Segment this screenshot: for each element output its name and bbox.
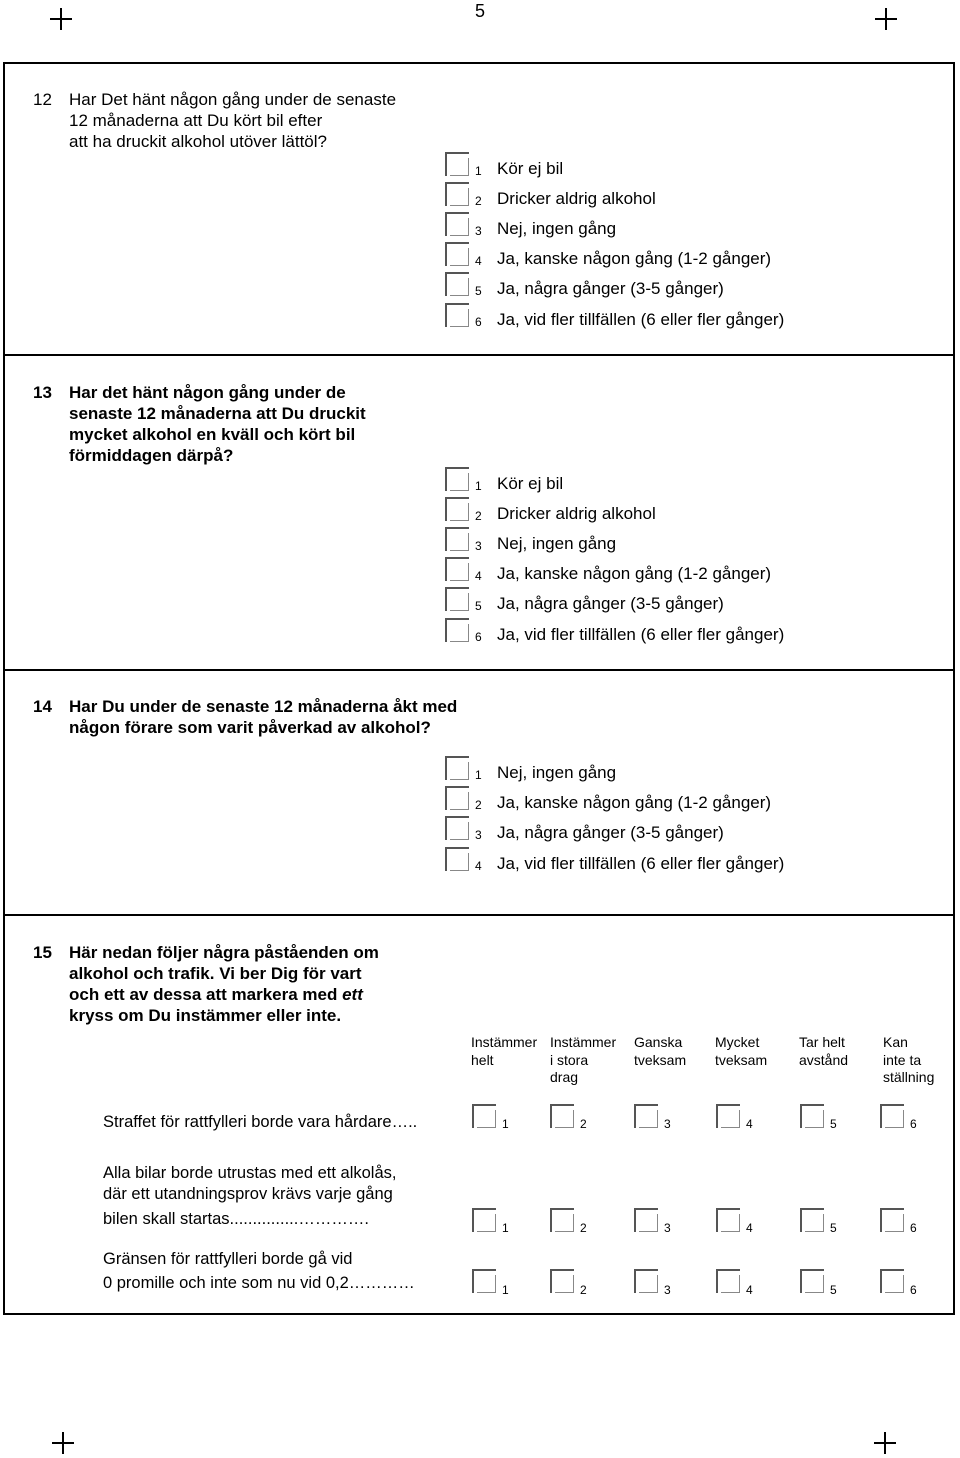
option-code: 4 [475,569,482,583]
registration-mark-bottom-right [874,1432,896,1454]
option-code: 5 [475,284,482,298]
statement-line: Straffet för rattfylleri borde vara hårdare….. [103,1113,418,1131]
question-text [69,382,366,466]
scale-header-line: drag [550,1069,579,1085]
question-text-fragment: och ett av dessa att markera med [69,985,343,1004]
checkbox[interactable] [445,527,469,551]
checkbox[interactable] [445,303,469,327]
option-label: Ja, kanske någon gång (1-2 gånger) [497,793,772,812]
question-number: 15 [33,943,52,962]
question-text-line: förmiddagen därpå? [69,446,234,465]
question-text-line: någon förare som varit påverkad av alkohol? [69,718,431,737]
rating-code: 6 [910,1221,917,1235]
statement-line: 0 promille och inte som nu vid 0,2………… [103,1274,415,1292]
question-text [69,942,379,1026]
scale-header-very-doubtful [715,1034,767,1069]
rating-code: 3 [664,1117,671,1131]
rating-checkbox[interactable] [634,1104,658,1128]
registration-mark-bottom-left [52,1432,74,1454]
option-code: 2 [475,509,482,523]
rating-checkbox[interactable] [880,1269,904,1293]
scale-header-line: inte ta [883,1051,922,1068]
question-text-line: senaste 12 månaderna att Du druckit [69,404,366,423]
rating-checkbox[interactable] [716,1269,740,1293]
rating-checkbox[interactable] [634,1269,658,1293]
rating-code: 1 [502,1283,509,1297]
question-text-line: Här nedan följer några påståenden om [69,943,379,962]
statement-line: där ett utandningsprov krävs varje gång [103,1185,393,1203]
divider-q14-q15 [3,914,955,916]
scale-header-line: Instämmer [550,1034,617,1050]
checkbox[interactable] [445,756,469,780]
rating-code: 4 [746,1117,753,1131]
option-code: 5 [475,599,482,613]
option-code: 1 [475,768,482,782]
option-label: Ja, vid fler tillfällen (6 eller fler gånger) [497,625,785,644]
option-code: 4 [475,859,482,873]
checkbox[interactable] [445,152,469,176]
rating-code: 3 [664,1221,671,1235]
rating-code: 5 [830,1117,837,1131]
rating-checkbox[interactable] [800,1269,824,1293]
scale-header-line: Instämmer [471,1034,538,1050]
checkbox[interactable] [445,847,469,871]
scale-header-line: Kan [883,1034,908,1050]
statement-text [103,1112,417,1133]
scale-header-line: helt [471,1051,494,1068]
rating-code: 1 [502,1221,509,1235]
rating-checkbox[interactable] [800,1104,824,1128]
question-text [69,696,457,738]
option-label: Ja, vid fler tillfällen (6 eller fler gånger) [497,854,785,873]
question-text-line: alkohol och trafik. Vi ber Dig för vart [69,964,362,983]
question-number: 13 [33,383,52,402]
option-code: 3 [475,539,482,553]
statement-line: Alla bilar borde utrustas med ett alkolås, [103,1164,397,1182]
question-text-line: Har det hänt någon gång under de [69,383,346,402]
option-label: Ja, kanske någon gång (1-2 gånger) [497,249,772,268]
checkbox[interactable] [445,816,469,840]
question-text-line: Har Det hänt någon gång under de senaste [69,90,397,109]
checkbox[interactable] [445,467,469,491]
rating-code: 2 [580,1283,587,1297]
scale-header-line: tveksam [634,1051,687,1068]
scale-header-line: Tar helt [799,1034,845,1050]
scale-header-fairly-doubtful [634,1034,686,1069]
statement-text [103,1249,415,1294]
scale-header-agree-largely [550,1034,616,1087]
option-label: Ja, några gånger (3-5 gånger) [497,279,724,298]
scale-header-line: avstånd [799,1051,849,1068]
checkbox[interactable] [445,497,469,521]
rating-code: 6 [910,1283,917,1297]
option-code: 4 [475,254,482,268]
scale-header-line: Mycket [715,1034,760,1050]
rating-checkbox[interactable] [880,1208,904,1232]
option-label: Kör ej bil [497,474,564,493]
rating-checkbox[interactable] [550,1104,574,1128]
option-code: 2 [475,194,482,208]
statement-line: bilen skall startas...............…………. [103,1210,369,1228]
rating-code: 1 [502,1117,509,1131]
question-text-emphasis: ett [342,985,363,1004]
question-text-line: kryss om Du instämmer eller inte. [69,1006,342,1025]
rating-checkbox[interactable] [800,1208,824,1232]
rating-checkbox[interactable] [472,1269,496,1293]
question-number: 14 [33,697,52,716]
option-label: Nej, ingen gång [497,763,617,782]
rating-checkbox[interactable] [472,1104,496,1128]
option-label: Ja, vid fler tillfällen (6 eller fler gånger) [497,310,785,329]
scale-header-line: tveksam [715,1051,768,1068]
rating-code: 2 [580,1221,587,1235]
scale-header-agree-fully [471,1034,537,1069]
divider-q13-q14 [3,669,955,671]
page-number: 5 [474,1,485,21]
option-label: Ja, några gånger (3-5 gånger) [497,823,724,842]
option-code: 6 [475,315,482,329]
rating-code: 4 [746,1221,753,1235]
option-label: Nej, ingen gång [497,534,617,553]
statement-line: Gränsen för rattfylleri borde gå vid [103,1250,353,1268]
rating-code: 6 [910,1117,917,1131]
rating-checkbox[interactable] [472,1208,496,1232]
rating-code: 5 [830,1221,837,1235]
scale-header-disagree-fully [799,1034,848,1069]
checkbox[interactable] [445,212,469,236]
checkbox[interactable] [445,587,469,611]
checkbox[interactable] [445,182,469,206]
rating-code: 2 [580,1117,587,1131]
rating-checkbox[interactable] [550,1208,574,1232]
scale-header-no-opinion [883,1034,934,1087]
rating-checkbox[interactable] [716,1208,740,1232]
rating-checkbox[interactable] [880,1104,904,1128]
checkbox[interactable] [445,242,469,266]
option-label: Nej, ingen gång [497,219,617,238]
question-text-line: Har Du under de senaste 12 månaderna åkt med [69,697,458,716]
statement-text [103,1163,396,1230]
option-code: 2 [475,798,482,812]
divider-q12-q13 [3,354,955,356]
checkbox[interactable] [445,618,469,642]
option-label: Kör ej bil [497,159,564,178]
rating-checkbox[interactable] [716,1104,740,1128]
question-text-line [69,984,379,1005]
checkbox[interactable] [445,557,469,581]
question-text [69,89,396,152]
scale-header-line: Ganska [634,1034,683,1050]
question-number: 12 [33,90,52,109]
checkbox[interactable] [445,786,469,810]
checkbox[interactable] [445,272,469,296]
option-code: 3 [475,828,482,842]
question-text-line: att ha druckit alkohol utöver lättöl? [69,132,327,151]
option-label: Dricker aldrig alkohol [497,189,656,208]
question-text-line: mycket alkohol en kväll och kört bil [69,425,356,444]
option-label: Ja, några gånger (3-5 gånger) [497,594,724,613]
scale-header-line: ställning [883,1069,935,1085]
option-code: 1 [475,164,482,178]
rating-checkbox[interactable] [634,1208,658,1232]
rating-code: 4 [746,1283,753,1297]
option-label: Ja, kanske någon gång (1-2 gånger) [497,564,772,583]
option-label: Dricker aldrig alkohol [497,504,656,523]
option-code: 3 [475,224,482,238]
scale-header-line: i stora [550,1051,589,1068]
rating-code: 5 [830,1283,837,1297]
option-code: 1 [475,479,482,493]
question-text-line: 12 månaderna att Du kört bil efter [69,111,323,130]
rating-code: 3 [664,1283,671,1297]
rating-checkbox[interactable] [550,1269,574,1293]
option-code: 6 [475,630,482,644]
